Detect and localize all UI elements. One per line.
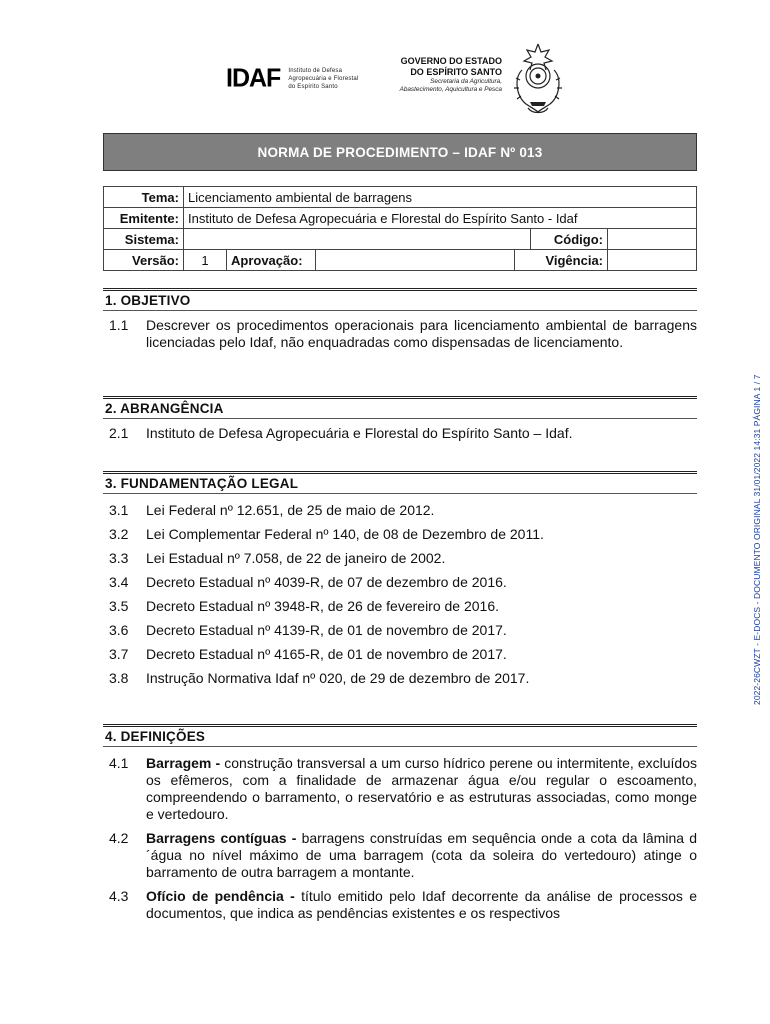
item-text: Decreto Estadual nº 4039-R, de 07 de dezembro de 2016. [146,574,507,590]
idaf-sub-line: Instituto de Defesa [288,67,343,74]
item-number: 4.3 [109,888,129,904]
list-item [103,502,697,519]
item-text: Decreto Estadual nº 3948-R, de 26 de fevereiro de 2016. [146,598,500,614]
aprovacao-label: Aprovação: [227,250,316,271]
sistema-value [184,229,531,250]
item-text: Instituto de Defesa Agropecuária e Florestal do Espírito Santo – Idaf. [146,425,573,441]
item-number: 3.1 [109,502,129,518]
item-number: 3.4 [109,574,129,590]
idaf-logo-mark: IDAF [226,63,281,93]
definition-term: Barragens contíguas - [146,830,297,846]
item-number: 3.5 [109,598,129,614]
gov-title-line: DO ESPÍRITO SANTO [410,67,502,77]
codigo-label: Código: [531,229,608,250]
info-row-tema [104,187,697,208]
item-text: Instrução Normativa Idaf nº 020, de 29 de dezembro de 2017. [146,670,530,686]
versao-value: 1 [184,250,227,271]
item-number: 4.2 [109,830,129,846]
tema-value: Licenciamento ambiental de barragens [184,187,697,208]
gov-title-line: GOVERNO DO ESTADO [400,56,502,66]
item-text: Lei Complementar Federal nº 140, de 08 de Dezembro de 2011. [146,526,544,542]
gov-sub-line: Secretaria da Agricultura, [430,78,502,85]
section-heading: 3. FUNDAMENTAÇÃO LEGAL [103,471,697,494]
idaf-logo [226,64,359,93]
emitente-value: Instituto de Defesa Agropecuária e Florestal do Espírito Santo - Idaf [184,208,697,229]
section-items [103,494,697,687]
list-item [103,888,697,922]
list-item [103,622,697,639]
aprovacao-value [316,250,515,271]
section-fundamentacao-legal [103,471,697,694]
info-row-versao [104,250,697,271]
list-item [103,317,697,351]
section-heading: 4. DEFINIÇÕES [103,724,697,747]
versao-label: Versão: [104,250,184,271]
vigencia-value [608,250,697,271]
item-text [146,888,697,922]
list-item [103,425,697,442]
list-item [103,830,697,881]
list-item [103,755,697,823]
definition-text: construção transversal a um curso hídrico perene ou intermitente, excluídos os efêmeros, com a finalidade de armazenar água e/ou regular o escoamento, compreendendo o barramento, o reservatório e as estruturas associadas, como monge e vertedouro. [146,755,697,822]
definition-text: título emitido pelo Idaf decorrente da análise de processos e documentos, que indica as pendências existentes e os respectivos [146,888,697,921]
list-item [103,646,697,663]
item-text: Lei Federal nº 12.651, de 25 de maio de 2012. [146,502,435,518]
item-number: 1.1 [109,317,129,333]
item-number: 4.1 [109,755,129,771]
state-coat-of-arms-icon [508,40,568,120]
section-definicoes [103,724,697,929]
header-logos [220,40,560,120]
item-number: 3.3 [109,550,129,566]
section-items [103,419,697,442]
edocs-side-stamp: 2022-26CWZT - E-DOCS - DOCUMENTO ORIGINAL 31/01/2022 14:31 PÁGINA 1 / 7 [752,374,762,705]
section-items [103,747,697,922]
idaf-sub-line: Agropecuária e Florestal [288,75,359,82]
item-number: 3.2 [109,526,129,542]
definition-term: Barragem - [146,755,221,771]
document-info-table [103,186,697,271]
vigencia-label: Vigência: [515,250,608,271]
item-text: Lei Estadual nº 7.058, de 22 de janeiro de 2002. [146,550,446,566]
emitente-label: Emitente: [104,208,184,229]
item-number: 2.1 [109,425,129,441]
info-row-emitente [104,208,697,229]
document-title: NORMA DE PROCEDIMENTO – IDAF Nº 013 [257,144,543,160]
section-heading: 1. OBJETIVO [103,288,697,311]
item-text: Descrever os procedimentos operacionais para licenciamento ambiental de barragens licenciadas pelo Idaf, não enquadradas como dispensadas de licenciamento. [146,317,697,350]
list-item [103,598,697,615]
gov-sub-line: Abastecimento, Aquicultura e Pesca [399,86,502,93]
section-objetivo [103,288,697,358]
idaf-logo-subtitle [288,67,358,91]
item-number: 3.7 [109,646,129,662]
info-row-sistema [104,229,697,250]
section-heading: 2. ABRANGÊNCIA [103,396,697,419]
item-number: 3.6 [109,622,129,638]
item-text: Decreto Estadual nº 4165-R, de 01 de novembro de 2017. [146,646,507,662]
idaf-sub-line: do Espírito Santo [288,83,338,90]
document-title-bar [103,133,697,171]
item-text [146,830,697,881]
section-abrangencia [103,396,697,449]
sistema-label: Sistema: [104,229,184,250]
section-items [103,311,697,351]
list-item [103,670,697,687]
item-text [146,755,697,823]
codigo-value [608,229,697,250]
definition-text: barragens construídas em sequência onde a cota da lâmina d´água no nível máximo de uma barragem (cota da soleira do vertedouro) atinge o barramento de outra barragem a montante. [146,830,697,880]
government-logo-text [378,56,502,94]
list-item [103,526,697,543]
tema-label: Tema: [104,187,184,208]
definition-term: Ofício de pendência - [146,888,295,904]
item-number: 3.8 [109,670,129,686]
list-item [103,574,697,591]
list-item [103,550,697,567]
item-text: Decreto Estadual nº 4139-R, de 01 de novembro de 2017. [146,622,507,638]
